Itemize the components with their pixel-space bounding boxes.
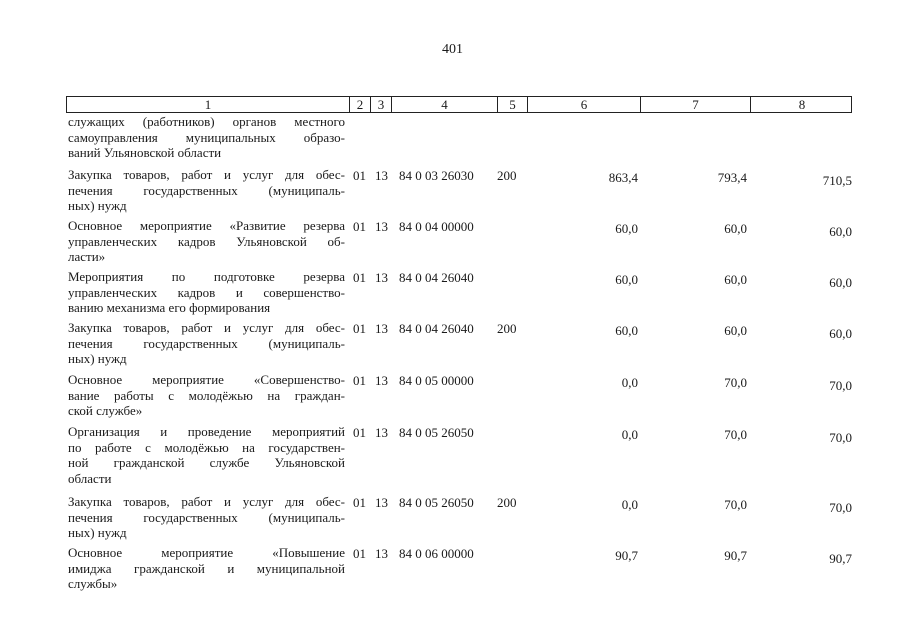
amount-col-6: 60,0	[615, 221, 638, 236]
description-line: по работе с молодёжью на государствен-	[68, 439, 345, 455]
amount-col-8: 60,0	[829, 275, 852, 290]
target-article-code: 84 0 05 26050	[399, 495, 474, 510]
row-description	[68, 269, 345, 316]
description-line: ных) нужд	[68, 351, 127, 367]
subsection-code: 13	[375, 321, 388, 336]
header-col-7: 7	[640, 97, 750, 112]
description-line: области	[68, 471, 112, 487]
row-description	[68, 218, 345, 265]
row-description	[68, 494, 345, 541]
description-line: службы»	[68, 576, 118, 592]
expense-type-code: 200	[497, 321, 517, 336]
target-article-code: 84 0 06 00000	[399, 546, 474, 561]
subsection-code: 13	[375, 168, 388, 183]
amount-col-8: 90,7	[829, 551, 852, 566]
header-col-5: 5	[497, 97, 527, 112]
subsection-code: 13	[375, 425, 388, 440]
subsection-code: 13	[375, 546, 388, 561]
header-col-2: 2	[349, 97, 370, 112]
amount-col-7: 60,0	[724, 323, 747, 338]
description-line: Основное мероприятие «Повышение	[68, 545, 345, 560]
row-description	[68, 167, 345, 214]
section-code: 01	[353, 373, 366, 388]
row-description	[68, 372, 345, 419]
header-col-3: 3	[370, 97, 391, 112]
header-col-6: 6	[527, 97, 640, 112]
amount-col-7: 70,0	[724, 427, 747, 442]
description-line: Закупка товаров, работ и услуг для обес-	[68, 494, 345, 509]
amount-col-7: 60,0	[724, 272, 747, 287]
amount-col-8: 60,0	[829, 326, 852, 341]
section-code: 01	[353, 168, 366, 183]
section-code: 01	[353, 546, 366, 561]
page-number: 401	[442, 42, 463, 57]
description-line: Закупка товаров, работ и услуг для обес-	[68, 167, 345, 182]
description-line: ванию механизма его формирования	[68, 300, 271, 316]
amount-col-6: 90,7	[615, 548, 638, 563]
expense-type-code: 200	[497, 495, 517, 510]
description-line: Закупка товаров, работ и услуг для обес-	[68, 320, 345, 335]
amount-col-6: 60,0	[615, 272, 638, 287]
target-article-code: 84 0 04 26040	[399, 270, 474, 285]
subsection-code: 13	[375, 373, 388, 388]
description-line: Мероприятия по подготовке резерва	[68, 269, 345, 284]
target-article-code: 84 0 05 26050	[399, 425, 474, 440]
row-description	[68, 320, 345, 367]
amount-col-8: 710,5	[822, 173, 852, 188]
subsection-code: 13	[375, 219, 388, 234]
expense-type-code: 200	[497, 168, 517, 183]
amount-col-8: 70,0	[829, 378, 852, 393]
description-line: печения государственных (муниципаль-	[68, 182, 345, 198]
amount-col-7: 70,0	[724, 497, 747, 512]
description-line: Основное мероприятие «Развитие резерва	[68, 218, 345, 233]
description-line: ласти»	[68, 249, 106, 265]
header-col-4: 4	[391, 97, 497, 112]
description-line: ской службе»	[68, 403, 143, 419]
target-article-code: 84 0 04 00000	[399, 219, 474, 234]
description-line: ных) нужд	[68, 525, 127, 541]
subsection-code: 13	[375, 270, 388, 285]
header-col-8: 8	[750, 97, 853, 112]
amount-col-7: 793,4	[717, 170, 747, 185]
description-line: вание работы с молодёжью на граждан-	[68, 387, 345, 403]
description-line: ной гражданской службе Ульяновской	[68, 455, 345, 471]
amount-col-6: 0,0	[621, 427, 638, 442]
row-description	[68, 545, 345, 592]
amount-col-6: 60,0	[615, 323, 638, 338]
section-code: 01	[353, 495, 366, 510]
description-line: ваний Ульяновской области	[68, 145, 222, 161]
amount-col-8: 70,0	[829, 430, 852, 445]
description-line: управленческих кадров и совершенство-	[68, 284, 345, 300]
amount-col-6: 0,0	[621, 375, 638, 390]
section-code: 01	[353, 219, 366, 234]
table-header-row	[66, 96, 852, 113]
description-line: ных) нужд	[68, 198, 127, 214]
header-col-1: 1	[204, 97, 212, 112]
description-line: самоуправления муниципальных образо-	[68, 129, 345, 145]
amount-col-7: 60,0	[724, 221, 747, 236]
amount-col-7: 70,0	[724, 375, 747, 390]
description-line: печения государственных (муниципаль-	[68, 335, 345, 351]
description-line: Организация и проведение мероприятий	[68, 424, 345, 439]
amount-col-7: 90,7	[724, 548, 747, 563]
description-line: имиджа гражданской и муниципальной	[68, 560, 345, 576]
row-description	[68, 114, 345, 161]
target-article-code: 84 0 03 26030	[399, 168, 474, 183]
target-article-code: 84 0 04 26040	[399, 321, 474, 336]
amount-col-8: 60,0	[829, 224, 852, 239]
description-line: печения государственных (муниципаль-	[68, 509, 345, 525]
target-article-code: 84 0 05 00000	[399, 373, 474, 388]
description-line: управленческих кадров Ульяновской об-	[68, 233, 345, 249]
section-code: 01	[353, 425, 366, 440]
amount-col-6: 863,4	[608, 170, 638, 185]
amount-col-6: 0,0	[621, 497, 638, 512]
row-description	[68, 424, 345, 487]
description-line: служащих (работников) органов местного	[68, 114, 345, 129]
amount-col-8: 70,0	[829, 500, 852, 515]
section-code: 01	[353, 321, 366, 336]
subsection-code: 13	[375, 495, 388, 510]
description-line: Основное мероприятие «Совершенство-	[68, 372, 345, 387]
section-code: 01	[353, 270, 366, 285]
